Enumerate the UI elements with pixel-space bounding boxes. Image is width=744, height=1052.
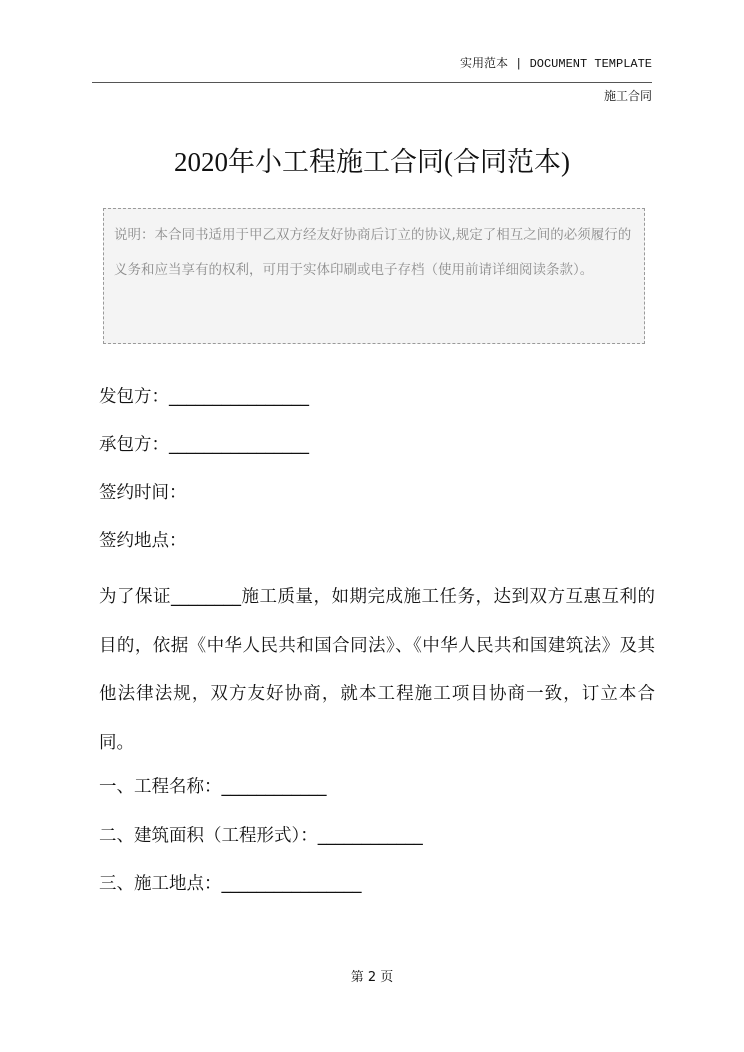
contract-preamble: 为了保证________施工质量，如期完成施工任务，达到双方互惠互利的目的，依据《中华人民共和国合同法》、《中华人民共和国建筑法》及其他法律法规，双方友好协商，就本工程施工项目协商一致，订立本合同。 [99,587,655,753]
field-sign-time: 签约时间： [99,483,187,503]
description-note-box: 说明：本合同书适用于甲乙双方经友好协商后订立的协议,规定了相互之间的必须履行的义务和应当享有的权利，可用于实体印刷或电子存档（使用前请详细阅读条款）。 [103,208,645,344]
header-document-template-label: 实用范本 | DOCUMENT TEMPLATE [459,57,652,71]
field-contractor: 承包方：________________ [99,435,309,455]
header-category-label: 施工合同 [603,89,652,103]
field-employer: 发包方：________________ [99,387,309,407]
clause-site: 三、施工地点：________________ [99,874,362,894]
page-number: 第 2 页 [350,970,394,985]
document-title: 2020年小工程施工合同(合同范本) [174,147,570,177]
field-sign-place: 签约地点： [99,531,187,551]
header-divider [92,82,652,83]
clause-building-area: 二、建筑面积（工程形式）：____________ [99,826,423,846]
clause-project-name: 一、工程名称：____________ [99,777,327,797]
